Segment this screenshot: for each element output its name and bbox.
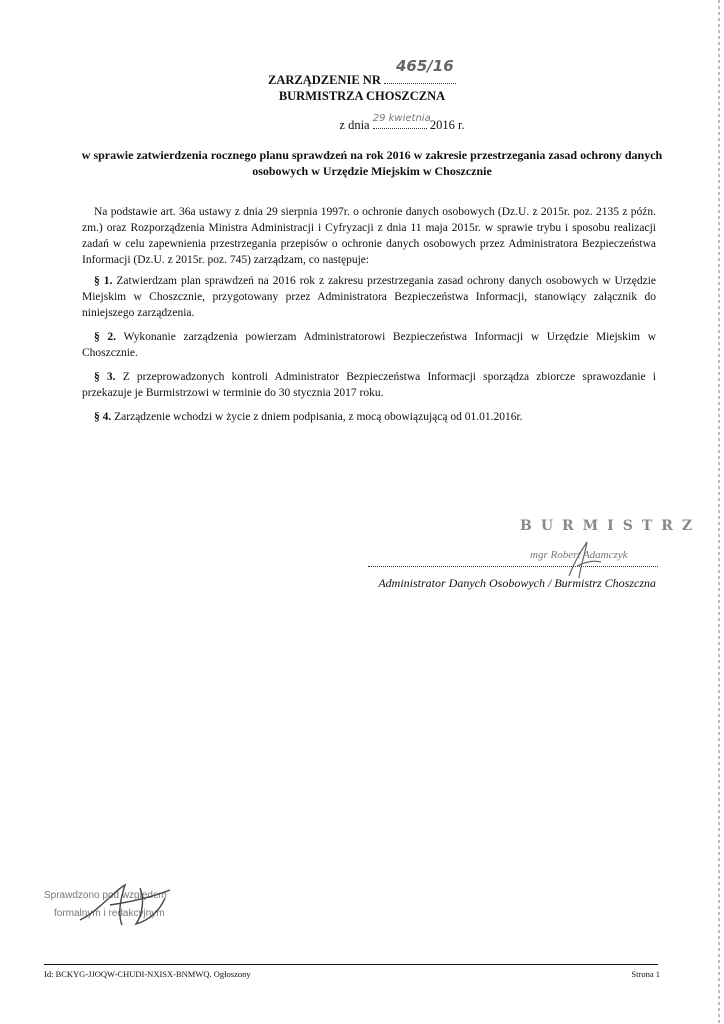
handwritten-date: 29 kwietnia [372, 113, 431, 124]
section-2 [82, 329, 656, 361]
section-label: § 1. [94, 275, 113, 287]
preamble: Na podstawie art. 36a ustawy z dnia 29 sierpnia 1997r. o ochronie danych osobowych (Dz.U. z 2015r. poz. 2135 z późn. zm.) oraz Rozporządzenia Ministra Administracji i Cyfryzacji z dnia 11 maja 2015r. w sprawie trybu i sposobu realizacji zadań w celu zapewnienia przestrzegania przepisów o ochronie danych osobowych przez Administratora Bezpieczeństwa Informacji (Dz.U. z 2015r. poz. 745) zarządzam, co następuje: [82, 206, 656, 266]
section-text: Wykonanie zarządzenia powierzam Administratorowi Bezpieczeństwa Informacji w Urzędzie Miejskim w Choszcznie. [82, 331, 657, 359]
section-4 [82, 409, 656, 425]
document-title [0, 57, 724, 88]
date-suffix: 2016 r. [429, 118, 465, 132]
document-date [0, 113, 724, 133]
document-body [82, 204, 656, 433]
mayor-stamp-title: BURMISTRZ [520, 518, 702, 534]
section-1 [82, 273, 656, 321]
mayor-stamp-name: mgr Robert Adamczyk [530, 549, 628, 561]
title-prefix: ZARZĄDZENIE NR [268, 73, 381, 87]
section-3 [82, 369, 656, 401]
section-label: § 4. [94, 411, 112, 423]
page-number: Strona 1 [631, 969, 660, 979]
verification-line-1: Sprawdzono pod względem [44, 890, 167, 901]
signature-line [368, 566, 658, 567]
section-label: § 2. [94, 331, 117, 343]
number-field [384, 57, 456, 84]
footer-rule [44, 964, 658, 965]
date-prefix: z dnia [339, 118, 370, 132]
handwritten-number: 465/16 [396, 57, 454, 75]
date-field [372, 113, 431, 129]
document-id: Id: BCKYG-JJOQW-CHUDI-NXISX-BNMWQ. Ogłoszony [44, 969, 251, 979]
document-header [0, 57, 724, 104]
section-label: § 3. [94, 371, 116, 383]
scan-edge [718, 0, 720, 1024]
issuer-title: BURMISTRZA CHOSZCZNA [278, 89, 446, 103]
verification-signature [70, 880, 180, 930]
signature-caption: Administrator Danych Osobowych / Burmistrz Choszczna [378, 576, 656, 590]
section-text: Zarządzenie wchodzi w życie z dniem podpisania, z mocą obowiązującą od 01.01.2016r. [114, 411, 523, 423]
section-text: Z przeprowadzonych kontroli Administrator Bezpieczeństwa Informacji sporządza zbiorcze sprawozdanie i przekazuje je Burmistrzowi w terminie do 30 stycznia 2017 roku. [82, 371, 656, 399]
section-text: Zatwierdzam plan sprawdzeń na 2016 rok z zakresu przestrzegania zasad ochrony danych osobowych w Urzędzie Miejskim w Choszcznie, przygotowany przez Administratora Bezpieczeństwa Informacji, stanowiący załącznik do niniejszego zarządzenia. [82, 275, 657, 319]
verification-line-2: formalnym i redakcyjnym [54, 908, 165, 919]
document-subject: w sprawie zatwierdzenia rocznego planu sprawdzeń na rok 2016 w zakresie przestrzegania zasad ochrony danych osobowych w Urzędzie Miejskim w Choszcznie [81, 148, 663, 178]
signature-scribble [565, 540, 605, 580]
verification-stamp [40, 880, 190, 940]
